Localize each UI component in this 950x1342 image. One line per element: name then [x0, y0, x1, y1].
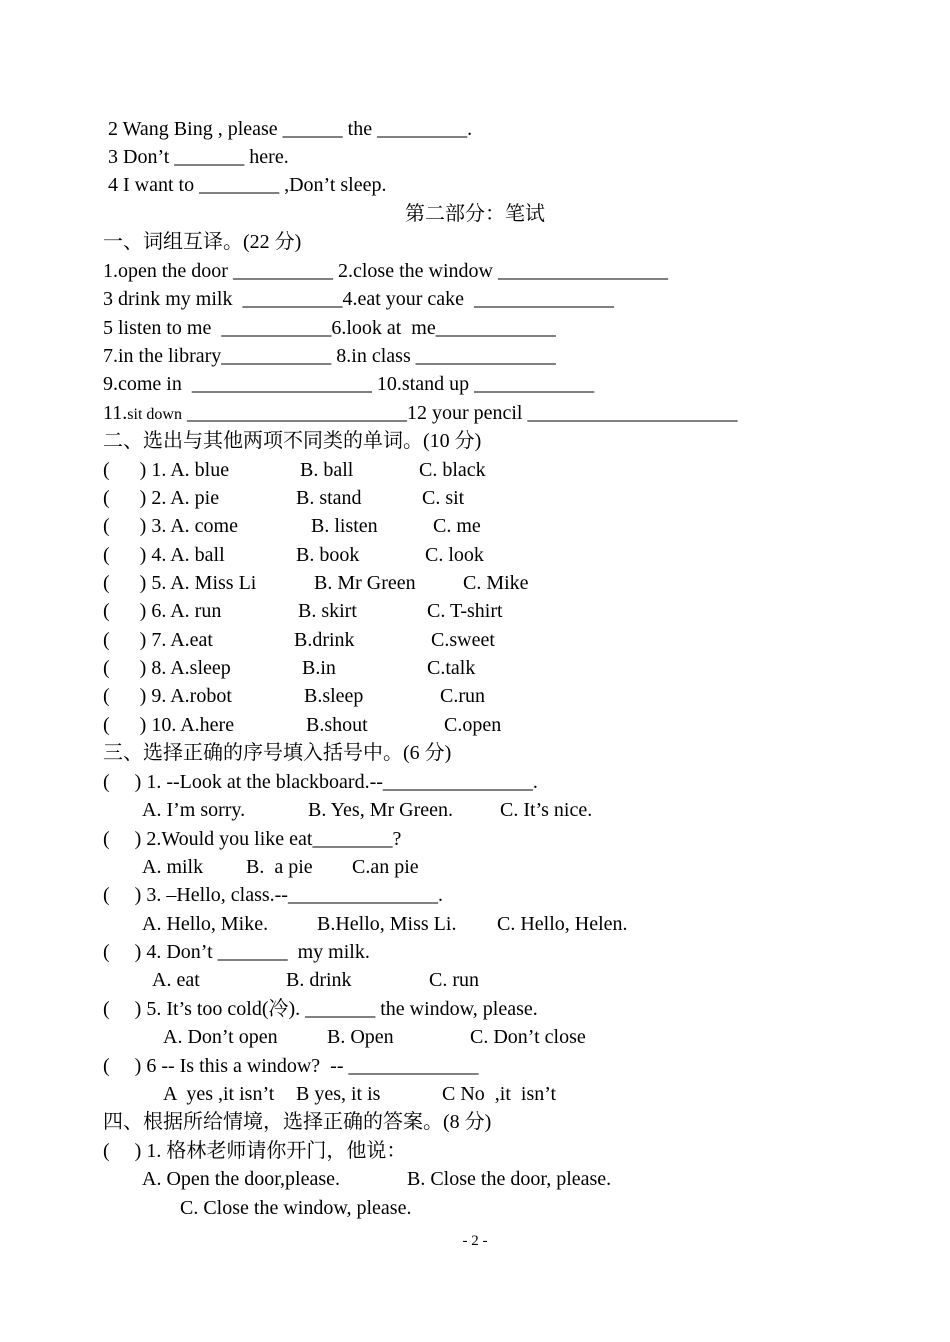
- listening-item-2: 2 Wang Bing , please ______ the _________.: [108, 118, 473, 140]
- s2-q7: ( ) 7. A.eat: [103, 629, 213, 651]
- s2-q10-c: C.open: [444, 714, 502, 736]
- s3-q5-c: C. Don’t close: [470, 1026, 586, 1048]
- s4-q1-a: A. Open the door,please.: [142, 1168, 341, 1190]
- s3-q1-b: B. Yes, Mr Green.: [308, 799, 453, 821]
- s3-q3: ( ) 3. –Hello, class.--_______________.: [103, 884, 443, 906]
- s3-q6-b: B yes, it is: [296, 1083, 381, 1105]
- s1-row-2: 3 drink my milk __________4.eat your cake ______________: [103, 288, 615, 310]
- s3-q3-a: A. Hello, Mike.: [142, 913, 269, 935]
- s2-q5-b: B. Mr Green: [314, 572, 416, 594]
- s1-row-5: 9.come in __________________ 10.stand up ____________: [103, 373, 595, 395]
- s2-q8: ( ) 8. A.sleep: [103, 657, 231, 679]
- section4-heading: 四、根据所给情境，选择正确的答案。(8 分): [103, 1111, 492, 1133]
- s2-q9-b: B.sleep: [304, 685, 364, 707]
- s2-q4-c: C. look: [425, 544, 484, 566]
- s3-q5-b: B. Open: [327, 1026, 394, 1048]
- s2-q8-c: C.talk: [427, 657, 476, 679]
- s1-row-6-small: sit down: [127, 406, 182, 423]
- s2-q6-b: B. skirt: [298, 600, 357, 622]
- s3-q4-c: C. run: [429, 969, 479, 991]
- s2-q1-c: C. black: [419, 459, 486, 481]
- s2-q1: ( ) 1. A. blue: [103, 459, 230, 481]
- s3-q1: ( ) 1. --Look at the blackboard.--_______________.: [103, 771, 538, 793]
- listening-item-3: 3 Don’t _______ here.: [108, 146, 289, 168]
- s3-q3-b: B.Hello, Miss Li.: [317, 913, 457, 935]
- s2-q8-b: B.in: [302, 657, 336, 679]
- s2-q3-b: B. listen: [311, 515, 378, 537]
- s3-q2-a: A. milk: [142, 856, 204, 878]
- s2-q7-c: C.sweet: [431, 629, 495, 651]
- section2-heading: 二、选出与其他两项不同类的单词。(10 分): [103, 430, 482, 452]
- s2-q9: ( ) 9. A.robot: [103, 685, 232, 707]
- s1-row-3: 5 listen to me ___________6.look at me____________: [103, 317, 556, 339]
- s2-q2-b: B. stand: [296, 487, 362, 509]
- s2-q2: ( ) 2. A. pie: [103, 487, 220, 509]
- s4-q1-b: B. Close the door, please.: [407, 1168, 612, 1190]
- section3-heading: 三、选择正确的序号填入括号中。(6 分): [103, 742, 452, 764]
- s3-q4-b: B. drink: [286, 969, 352, 991]
- section1-heading: 一、词组互译。(22 分): [103, 231, 302, 253]
- s3-q2-b: B. a pie: [246, 856, 313, 878]
- listening-item-4: 4 I want to ________ ,Don’t sleep.: [108, 174, 387, 196]
- s1-row-6: [103, 399, 737, 429]
- s3-q1-c: C. It’s nice.: [500, 799, 593, 821]
- s4-q1-c: C. Close the window, please.: [180, 1197, 412, 1219]
- s2-q4-b: B. book: [296, 544, 360, 566]
- s3-q6: ( ) 6 -- Is this a window? -- _____________: [103, 1055, 479, 1077]
- s2-q4: ( ) 4. A. ball: [103, 544, 225, 566]
- s2-q7-b: B.drink: [294, 629, 355, 651]
- s2-q3-c: C. me: [433, 515, 481, 537]
- s2-q2-c: C. sit: [422, 487, 465, 509]
- page-number: - 2 -: [462, 1233, 488, 1249]
- s2-q10: ( ) 10. A.here: [103, 714, 235, 736]
- s3-q2-c: C.an pie: [352, 856, 419, 878]
- s3-q5: ( ) 5. It’s too cold(冷). _______ the window, please.: [103, 998, 538, 1020]
- s3-q4-a: A. eat: [152, 969, 200, 991]
- s1-row-1: 1.open the door __________ 2.close the window _________________: [103, 260, 668, 282]
- s3-q5-a: A. Don’t open: [163, 1026, 278, 1048]
- s2-q9-c: C.run: [440, 685, 485, 707]
- s3-q3-c: C. Hello, Helen.: [497, 913, 628, 935]
- s1-row-6-num: 11.: [103, 402, 128, 424]
- s2-q5-c: C. Mike: [463, 572, 529, 594]
- s3-q4: ( ) 4. Don’t _______ my milk.: [103, 941, 370, 963]
- s2-q5: ( ) 5. A. Miss Li: [103, 572, 257, 594]
- s3-q2: ( ) 2.Would you like eat________?: [103, 828, 402, 850]
- s1-row-4: 7.in the library___________ 8.in class ______________: [103, 345, 556, 367]
- s3-q6-c: C No ,it isn’t: [442, 1083, 557, 1105]
- s3-q6-a: A yes ,it isn’t: [163, 1083, 275, 1105]
- s1-row-6-rest: ______________________12 your pencil _____________________: [181, 402, 738, 424]
- s2-q1-b: B. ball: [300, 459, 354, 481]
- part2-title: 第二部分：笔试: [405, 203, 545, 225]
- s2-q3: ( ) 3. A. come: [103, 515, 238, 537]
- s4-q1: ( ) 1. 格林老师请你开门，他说：: [103, 1140, 407, 1162]
- s2-q6: ( ) 6. A. run: [103, 600, 222, 622]
- s3-q1-a: A. I’m sorry.: [142, 799, 246, 821]
- s2-q6-c: C. T-shirt: [427, 600, 503, 622]
- s2-q10-b: B.shout: [306, 714, 368, 736]
